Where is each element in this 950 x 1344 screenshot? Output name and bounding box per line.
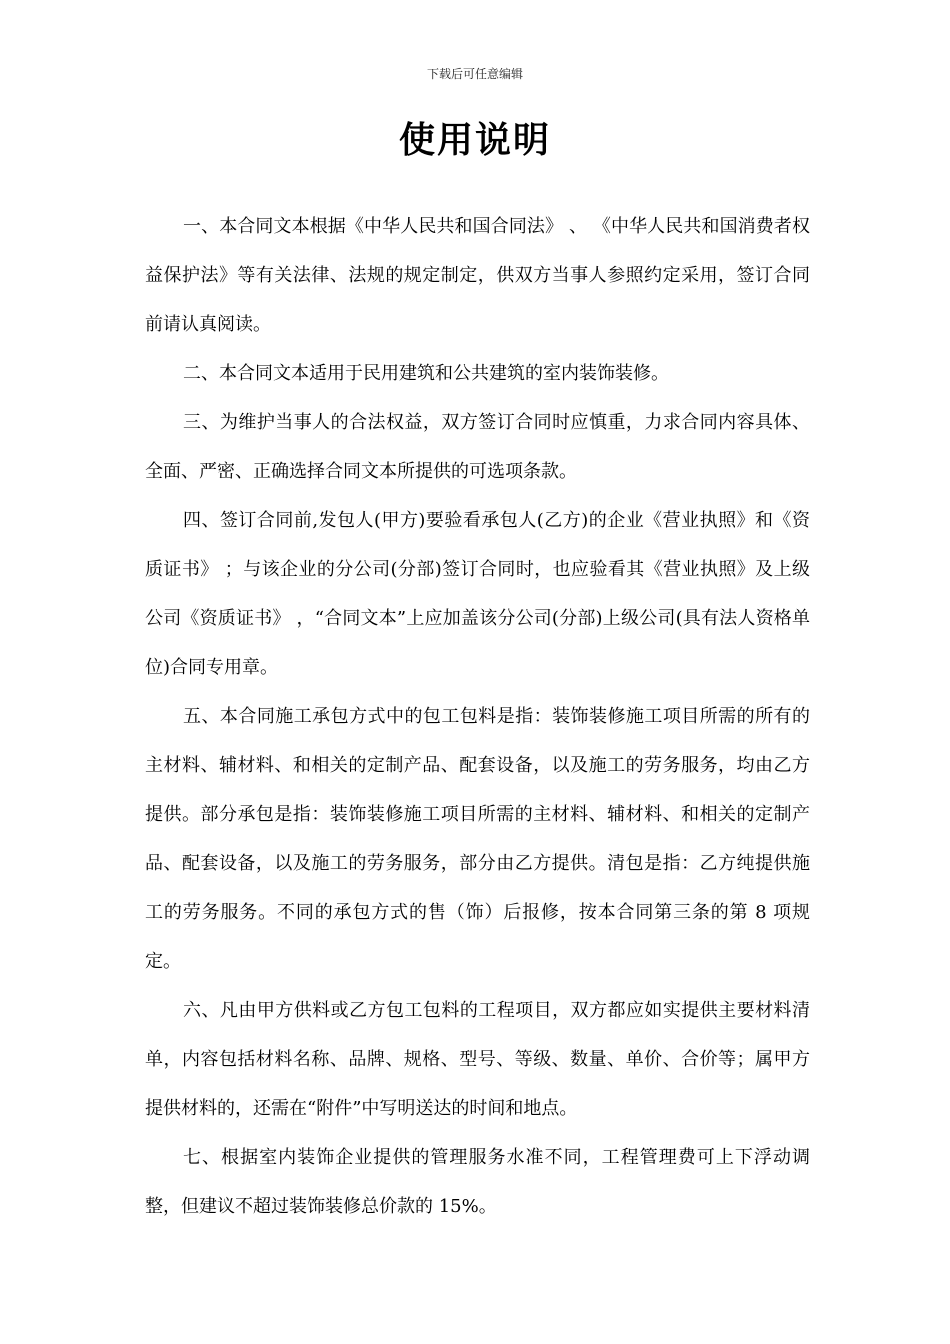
paragraph-7: 七、根据室内装饰企业提供的管理服务水准不同，工程管理费可上下浮动调整，但建议不超过装饰装修总价款的 15%。 xyxy=(145,1147,810,1217)
paragraph-4: 四、签订合同前,发包人(甲方)要验看承包人(乙方)的企业《营业执照》和《资质证书》 ；与该企业的分公司(分部)签订合同时，也应验看其《营业执照》及上级公司《资质证书》 ，“合同文本”上应加盖该分公司(分部)上级公司(具有法人资格单位)合同专用章。 xyxy=(145,510,810,678)
paragraph-5: 五、本合同施工承包方式中的包工包料是指：装饰装修施工项目所需的所有的主材料、辅材料、和相关的定制产品、配套设备，以及施工的劳务服务，均由乙方提供。部分承包是指：装饰装修施工项目所需的主材料、辅材料、和相关的定制产品、配套设备，以及施工的劳务服务，部分由乙方提供。清包是指：乙方纯提供施工的劳务服务。不同的承包方式的售（饰）后报修，按本合同第三条的第 8 项规定。 xyxy=(145,706,810,972)
page-title: 使用说明 xyxy=(398,119,551,161)
paragraph-2: 二、本合同文本适用于民用建筑和公共建筑的室内装饰装修。 xyxy=(183,363,669,384)
document-body xyxy=(145,202,810,1231)
paragraph-3: 三、为维护当事人的合法权益，双方签订合同时应慎重，力求合同内容具体、全面、严密、正确选择合同文本所提供的可选项条款。 xyxy=(145,412,810,482)
paragraph-6: 六、凡由甲方供料或乙方包工包料的工程项目，双方都应如实提供主要材料清单，内容包括材料名称、品牌、规格、型号、等级、数量、单价、合价等；属甲方提供材料的，还需在“附件”中写明送达的时间和地点。 xyxy=(145,1000,810,1119)
header-note: 下载后可任意编辑 xyxy=(426,67,523,81)
paragraph-1: 一、本合同文本根据《中华人民共和国合同法》 、 《中华人民共和国消费者权益保护法》等有关法律、法规的规定制定，供双方当事人参照约定采用，签订合同前请认真阅读。 xyxy=(145,216,810,335)
